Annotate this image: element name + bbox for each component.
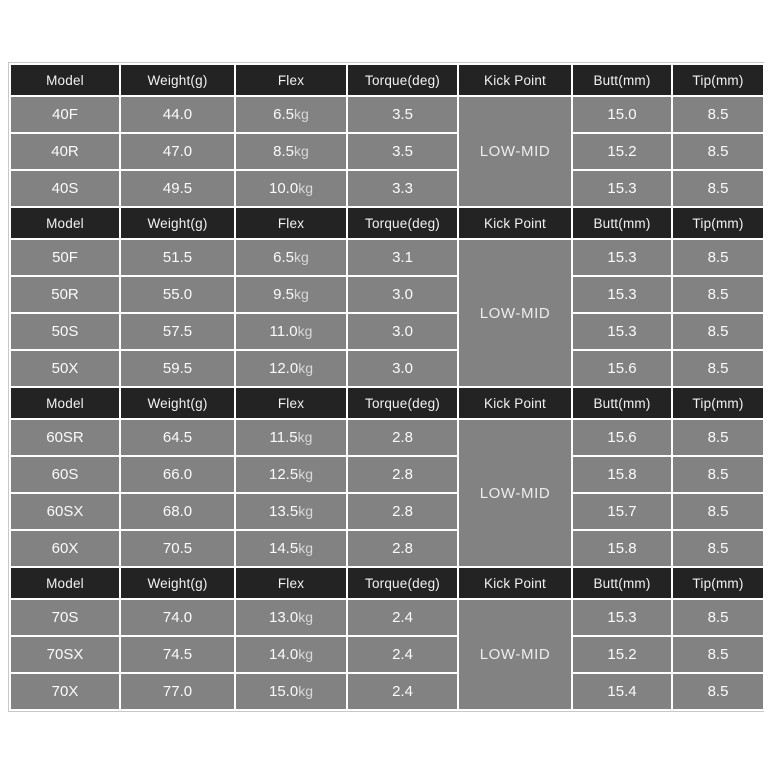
table-row [10, 239, 764, 276]
cell-weight: 64.5 [120, 419, 235, 456]
cell-kick-point: LOW-MID [458, 599, 572, 710]
cell-tip: 8.5 [672, 276, 764, 313]
cell-model: 50X [10, 350, 120, 387]
cell-butt: 15.4 [572, 673, 672, 710]
flex-unit: kg [297, 323, 313, 339]
table-row [10, 493, 764, 530]
spec-table-body [10, 64, 764, 710]
flex-unit: kg [294, 143, 309, 159]
cell-flex [235, 276, 347, 313]
cell-model: 50R [10, 276, 120, 313]
flex-unit: kg [298, 360, 313, 376]
flex-value: 11.0 [269, 323, 298, 340]
header-cell-model: Model [10, 387, 120, 419]
header-cell-weight: Weight(g) [120, 207, 235, 239]
cell-butt: 15.6 [572, 350, 672, 387]
header-cell-kick-point: Kick Point [458, 64, 572, 96]
cell-flex [235, 133, 347, 170]
cell-torque: 3.1 [347, 239, 458, 276]
cell-flex [235, 239, 347, 276]
flex-value: 6.5 [273, 106, 295, 123]
cell-flex [235, 96, 347, 133]
cell-tip: 8.5 [672, 133, 764, 170]
section-header-row [10, 567, 764, 599]
flex-value: 15.0 [269, 683, 299, 700]
flex-value: 13.5 [269, 503, 299, 520]
section-header-row [10, 207, 764, 239]
table-row [10, 276, 764, 313]
cell-model: 60SX [10, 493, 120, 530]
cell-torque: 3.0 [347, 313, 458, 350]
header-cell-torque: Torque(deg) [347, 64, 458, 96]
cell-tip: 8.5 [672, 170, 764, 207]
flex-value: 12.5 [269, 466, 299, 483]
table-row [10, 350, 764, 387]
header-cell-butt: Butt(mm) [572, 567, 672, 599]
cell-weight: 59.5 [120, 350, 235, 387]
cell-butt: 15.3 [572, 170, 672, 207]
cell-weight: 57.5 [120, 313, 235, 350]
cell-torque: 3.5 [347, 133, 458, 170]
flex-unit: kg [298, 540, 313, 556]
header-cell-model: Model [10, 567, 120, 599]
header-cell-model: Model [10, 64, 120, 96]
cell-kick-point: LOW-MID [458, 419, 572, 567]
header-cell-kick-point: Kick Point [458, 387, 572, 419]
header-cell-butt: Butt(mm) [572, 64, 672, 96]
header-cell-butt: Butt(mm) [572, 387, 672, 419]
cell-butt: 15.2 [572, 133, 672, 170]
flex-unit: kg [298, 180, 313, 196]
table-row [10, 313, 764, 350]
cell-model: 60X [10, 530, 120, 567]
cell-butt: 15.8 [572, 456, 672, 493]
flex-unit: kg [298, 683, 313, 699]
cell-model: 40S [10, 170, 120, 207]
cell-butt: 15.6 [572, 419, 672, 456]
table-row [10, 96, 764, 133]
cell-torque: 3.3 [347, 170, 458, 207]
cell-tip: 8.5 [672, 673, 764, 710]
header-cell-flex: Flex [235, 64, 347, 96]
cell-tip: 8.5 [672, 313, 764, 350]
cell-kick-point: LOW-MID [458, 239, 572, 387]
header-cell-tip: Tip(mm) [672, 64, 764, 96]
cell-weight: 44.0 [120, 96, 235, 133]
cell-flex [235, 313, 347, 350]
cell-butt: 15.8 [572, 530, 672, 567]
cell-tip: 8.5 [672, 599, 764, 636]
cell-tip: 8.5 [672, 530, 764, 567]
header-cell-torque: Torque(deg) [347, 567, 458, 599]
header-cell-tip: Tip(mm) [672, 207, 764, 239]
table-row [10, 530, 764, 567]
cell-torque: 3.0 [347, 276, 458, 313]
header-cell-torque: Torque(deg) [347, 207, 458, 239]
cell-flex [235, 350, 347, 387]
flex-unit: kg [298, 646, 313, 662]
cell-weight: 51.5 [120, 239, 235, 276]
cell-torque: 2.8 [347, 419, 458, 456]
header-cell-weight: Weight(g) [120, 64, 235, 96]
cell-flex [235, 673, 347, 710]
flex-value: 14.5 [269, 540, 299, 557]
cell-weight: 47.0 [120, 133, 235, 170]
flex-value: 11.5 [269, 429, 298, 446]
cell-model: 70SX [10, 636, 120, 673]
cell-flex [235, 530, 347, 567]
cell-weight: 74.0 [120, 599, 235, 636]
table-row [10, 170, 764, 207]
header-cell-tip: Tip(mm) [672, 387, 764, 419]
flex-value: 10.0 [269, 180, 299, 197]
cell-weight: 66.0 [120, 456, 235, 493]
cell-butt: 15.2 [572, 636, 672, 673]
cell-flex [235, 493, 347, 530]
header-cell-flex: Flex [235, 207, 347, 239]
flex-value: 6.5 [273, 249, 295, 266]
cell-weight: 74.5 [120, 636, 235, 673]
header-cell-flex: Flex [235, 387, 347, 419]
header-cell-butt: Butt(mm) [572, 207, 672, 239]
spec-table-wrapper [8, 62, 764, 712]
cell-weight: 68.0 [120, 493, 235, 530]
cell-weight: 77.0 [120, 673, 235, 710]
cell-butt: 15.7 [572, 493, 672, 530]
cell-torque: 2.8 [347, 493, 458, 530]
flex-value: 14.0 [269, 646, 299, 663]
flex-unit: kg [298, 466, 313, 482]
flex-value: 13.0 [269, 609, 299, 626]
cell-model: 50S [10, 313, 120, 350]
cell-torque: 3.5 [347, 96, 458, 133]
cell-tip: 8.5 [672, 350, 764, 387]
header-cell-flex: Flex [235, 567, 347, 599]
flex-unit: kg [294, 249, 309, 265]
cell-weight: 55.0 [120, 276, 235, 313]
cell-weight: 70.5 [120, 530, 235, 567]
flex-unit: kg [298, 503, 313, 519]
spec-table [9, 63, 765, 711]
cell-torque: 2.4 [347, 673, 458, 710]
cell-tip: 8.5 [672, 96, 764, 133]
cell-tip: 8.5 [672, 636, 764, 673]
cell-butt: 15.3 [572, 276, 672, 313]
table-row [10, 456, 764, 493]
cell-flex [235, 456, 347, 493]
cell-flex [235, 419, 347, 456]
cell-model: 70X [10, 673, 120, 710]
cell-torque: 2.4 [347, 599, 458, 636]
cell-weight: 49.5 [120, 170, 235, 207]
cell-model: 40F [10, 96, 120, 133]
section-header-row [10, 387, 764, 419]
cell-torque: 2.8 [347, 456, 458, 493]
header-cell-weight: Weight(g) [120, 567, 235, 599]
cell-torque: 2.8 [347, 530, 458, 567]
cell-model: 70S [10, 599, 120, 636]
cell-torque: 2.4 [347, 636, 458, 673]
header-cell-kick-point: Kick Point [458, 207, 572, 239]
flex-value: 8.5 [273, 143, 295, 160]
cell-model: 50F [10, 239, 120, 276]
cell-flex [235, 599, 347, 636]
cell-flex [235, 636, 347, 673]
cell-tip: 8.5 [672, 493, 764, 530]
cell-model: 60SR [10, 419, 120, 456]
table-row [10, 133, 764, 170]
cell-model: 60S [10, 456, 120, 493]
cell-butt: 15.3 [572, 239, 672, 276]
cell-tip: 8.5 [672, 456, 764, 493]
flex-unit: kg [294, 286, 309, 302]
header-cell-weight: Weight(g) [120, 387, 235, 419]
table-row [10, 636, 764, 673]
cell-butt: 15.0 [572, 96, 672, 133]
flex-value: 9.5 [273, 286, 295, 303]
header-cell-model: Model [10, 207, 120, 239]
flex-unit: kg [294, 106, 309, 122]
cell-flex [235, 170, 347, 207]
section-header-row [10, 64, 764, 96]
flex-unit: kg [298, 609, 313, 625]
cell-model: 40R [10, 133, 120, 170]
table-row [10, 673, 764, 710]
cell-kick-point: LOW-MID [458, 96, 572, 207]
header-cell-kick-point: Kick Point [458, 567, 572, 599]
header-cell-tip: Tip(mm) [672, 567, 764, 599]
cell-tip: 8.5 [672, 419, 764, 456]
cell-butt: 15.3 [572, 313, 672, 350]
cell-butt: 15.3 [572, 599, 672, 636]
cell-torque: 3.0 [347, 350, 458, 387]
flex-value: 12.0 [269, 360, 299, 377]
cell-tip: 8.5 [672, 239, 764, 276]
header-cell-torque: Torque(deg) [347, 387, 458, 419]
table-row [10, 599, 764, 636]
table-row [10, 419, 764, 456]
flex-unit: kg [297, 429, 313, 445]
